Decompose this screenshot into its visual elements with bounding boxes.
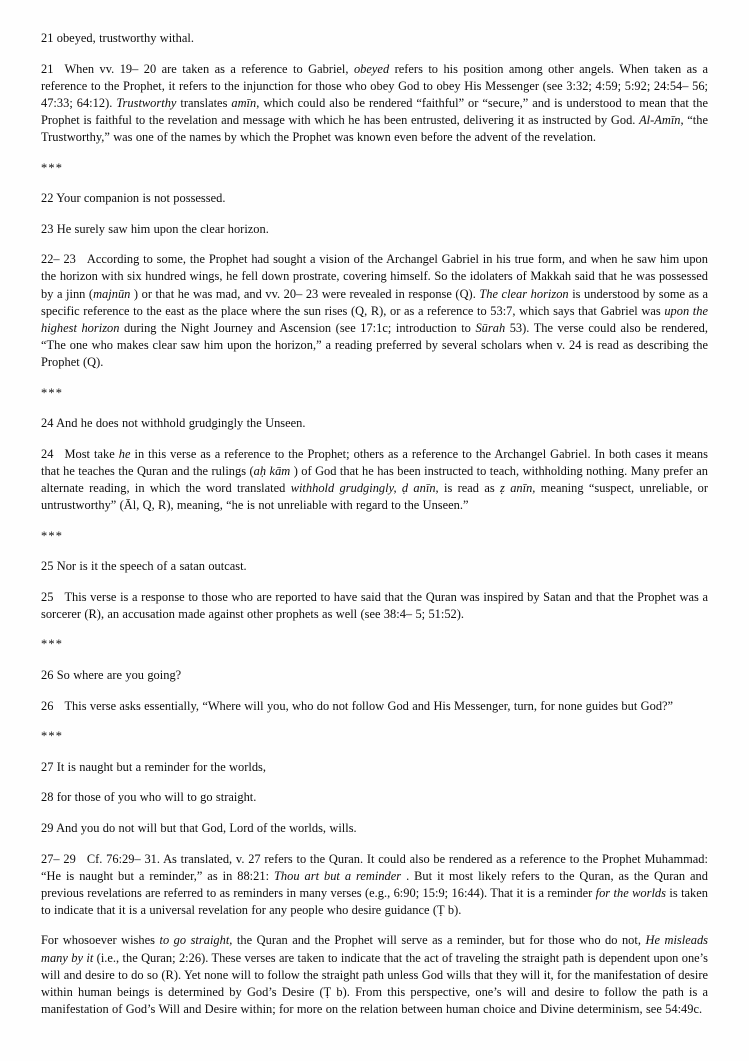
emphasis-text: Al-Amīn, [639,112,684,127]
body-text: “the Trustworthy,” was one of the names by which the Prophet was known even before the advent of the revelation. [41,112,708,144]
commentary-22-23 [41,251,708,371]
verse-number: 26 [41,698,54,713]
body-text: Cf. 76:29– 31. As translated, v. 27 refers to the Quran. It could also be rendered as a reference to the Prophet Muhammad: “He is naught but a reminder,” as in 88:21: [41,851,708,883]
body-text: meaning “suspect, unreliable, or untrustworthy” (Āl, Q, R), meaning, “he is not unreliable with regard to the Unseen.” [41,480,709,512]
verse-29-text: 29 And you do not will but that God, Lord of the worlds, wills. [41,821,357,835]
verse-28-text: 28 for those of you who will to go straight. [41,790,257,805]
emphasis-text: he [118,446,131,461]
emphasis-text: ẓ anīn, [500,480,536,495]
body-text: (i.e., the Quran; 2:26). These verses are taken to indicate that the act of traveling the straight path is dependent upon one’s will and desire to do so (R). Yet none will to follow the straight path unless God wills that they will it, for the manifestation of desire within human beings is determined by God’s Desire (Ṭ b). From this perspective, one’s will and desire to follow the path is a manifestation of God’s Will and Desire within; for more on the relation between human choice and Divine determinism, see 54:49c. [41,950,708,1016]
body-text: translates [176,95,232,110]
body-text: Most take [64,446,119,461]
emphasis-text: He misleads many by it [41,933,708,965]
commentary-21 [41,61,708,146]
commentary-25 [41,589,708,623]
body-text: in this verse as a reference to the Prophet; others as a reference to the Archangel Gabriel. In both cases it means that he teaches the Quran and the rulings ( [41,446,708,478]
commentary-27-29-continued [41,932,708,1017]
body-text: the Quran and the Prophet will serve as a reminder, but for those who do not, [232,933,646,948]
verse-21-text: 21 obeyed, trustworthy withal. [41,31,194,45]
emphasis-text: majnūn [93,286,131,301]
body-text: ) of God that he has been instructed to teach, withholding nothing. Many prefer an alternate reading, in which the word translated [41,463,708,495]
verse-number: 27– 29 [41,851,76,866]
commentary-24 [41,446,708,514]
body-text: which could also be rendered “faithful” or “secure,” and is understood to mean that the Prophet is faithful to the revelation and message with which he has been entrusted, delivering it as instructed by God. [41,95,708,127]
body-text: For whosoever wishes [41,933,160,948]
section-separator-3: *** [41,528,64,543]
body-text: 53). The verse could also be rendered, “The one who makes clear saw him upon the horizon,” a reading preferred by several scholars when v. 24 is read as describing the Prophet (Q). [41,320,708,369]
body-text: ) or that he was mad, and vv. 20– 23 were revealed in response (Q). [130,286,480,301]
commentary-26 [41,698,708,715]
emphasis-text: amīn, [231,95,260,110]
emphasis-text: upon the highest horizon [41,303,708,335]
body-text: . But it most likely refers to the Quran, as the Quran and previous revelations are referred to as reminders in many verses (e.g., 6:90; 15:9; 16:44). That it is a reminder [41,868,708,900]
verse-22-text: 22 Your companion is not possessed. [41,191,226,206]
emphasis-text: aḥ kām [253,463,291,478]
emphasis-text: Thou art but a reminder [274,868,402,883]
verse-26-text: 26 So where are you going? [41,668,182,683]
body-text: is read as [438,480,501,495]
emphasis-text: obeyed [353,61,390,76]
emphasis-text: for the worlds [595,885,666,900]
body-text: This verse is a response to those who are reported to have said that the Quran was inspired by Satan and that the Prophet was a sorcerer (R), an accusation made against other prophets as well (see 38:4– 5; 51:52). [41,589,708,621]
verse-23-text: 23 He surely saw him upon the clear horizon. [41,221,269,236]
emphasis-text: The clear horizon [479,286,569,301]
verse-27-text: 27 It is naught but a reminder for the worlds, [41,759,267,774]
verse-number: 25 [41,589,54,604]
body-text: When vv. 19– 20 are taken as a reference to Gabriel, [64,61,354,76]
verse-number: 24 [41,446,54,461]
section-separator-1: *** [41,160,64,175]
page-content [41,30,708,1018]
section-separator-5: *** [41,729,64,744]
verse-number: 22– 23 [41,252,76,267]
emphasis-text: withhold grudgingly, ḍ anīn, [290,480,439,495]
body-text: is taken to indicate that it is a universal revelation for any people who desire guidance (Ṭ b). [41,885,708,917]
body-text: during the Night Journey and Ascension (see 17:1c; introduction to [119,320,476,335]
section-separator-4: *** [41,637,64,652]
section-separator-2: *** [41,385,64,400]
body-text: This verse asks essentially, “Where will you, who do not follow God and His Messenger, turn, for none guides but God?” [64,698,674,713]
body-text: refers to his position among other angels. When taken as a reference to the Prophet, it refers to the injunction for those who obey God to obey His Messenger (see 3:32; 4:59; 5:92; 24:54– 56; 47:33; 64:12). [41,61,708,110]
emphasis-text: Sūrah [475,320,506,335]
body-text: According to some, the Prophet had sought a vision of the Archangel Gabriel in his true form, and when he saw him upon the horizon with six hundred wings, he fell down prostrate, covering himself. So the idolaters of Makkah said that he was possessed by a jinn ( [41,252,708,301]
commentary-27-29 [41,851,708,919]
emphasis-text: Trustworthy [116,95,177,110]
verse-25-text: 25 Nor is it the speech of a satan outcast. [41,559,247,574]
verse-24-text: 24 And he does not withhold grudgingly the Unseen. [41,416,306,431]
verse-number: 21 [41,61,54,76]
emphasis-text: to go straight, [159,933,233,948]
body-text: is understood by some as a specific reference to the east as the place where the sun rises (Q, R), or as a reference to 53:7, which says that Gabriel was [41,286,709,318]
